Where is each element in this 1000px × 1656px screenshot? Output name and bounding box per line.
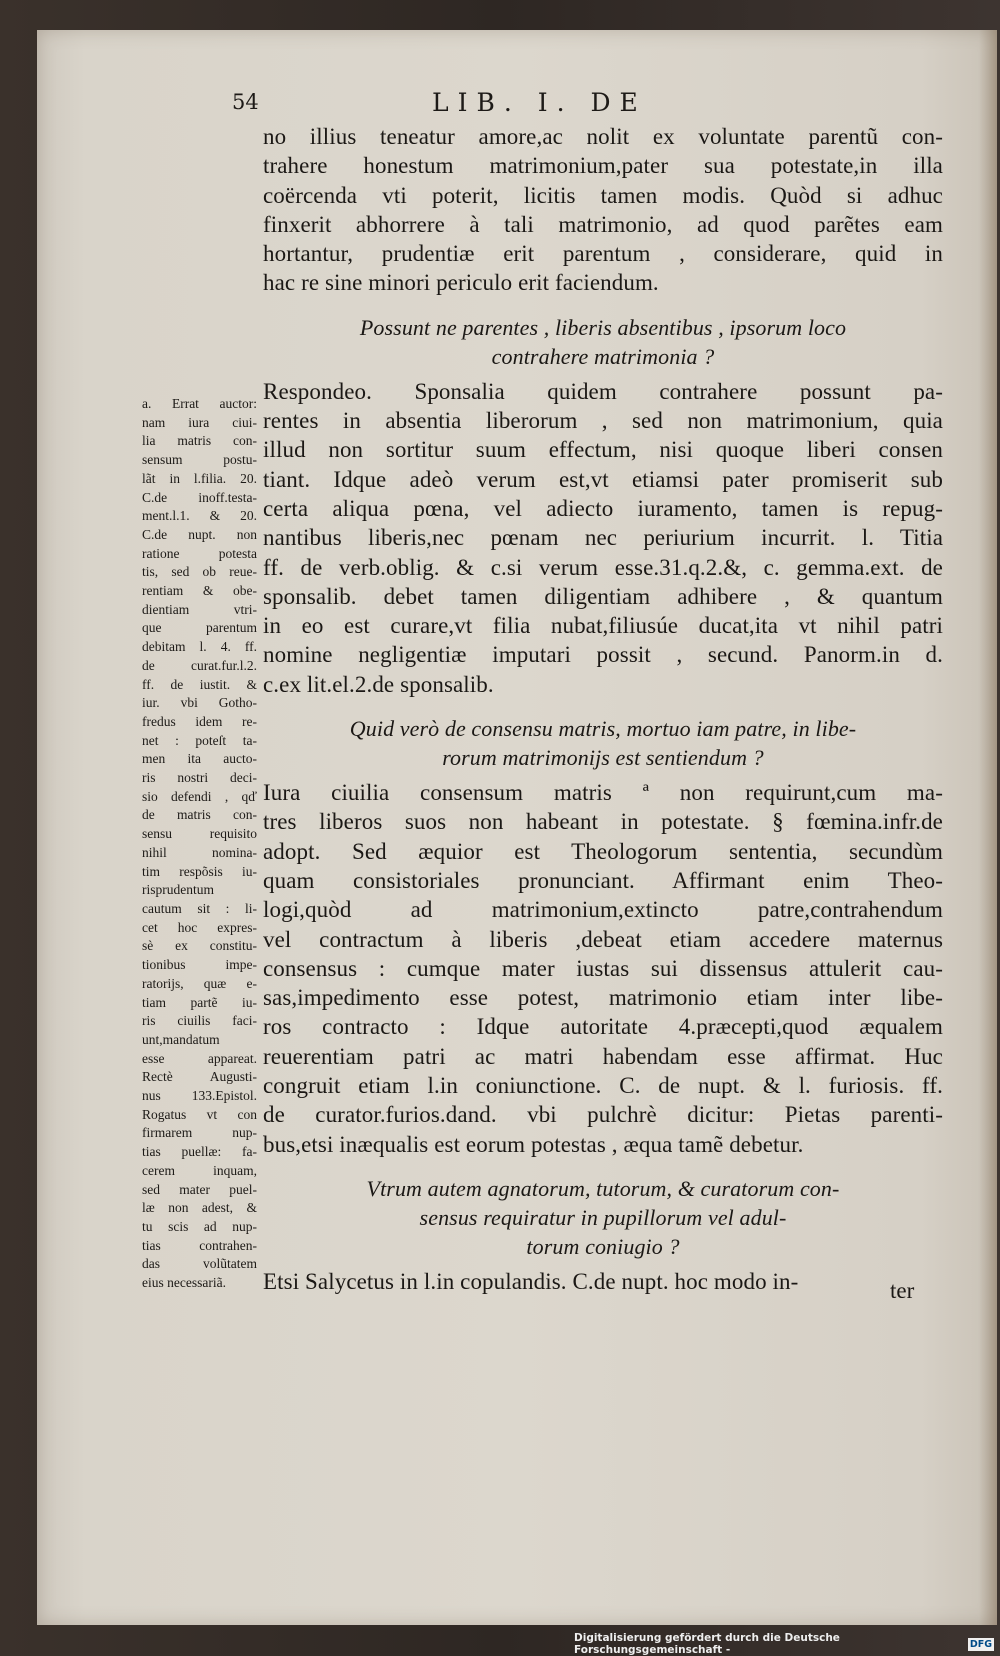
heading-line: Quid verò de consensu matris, mortuo iam patre, in libe- xyxy=(349,716,857,742)
margin-note-line: dientiam vtri- xyxy=(142,601,257,617)
margin-note-line: de matris con- xyxy=(142,807,257,823)
margin-note-line: lia matris con- xyxy=(142,433,257,449)
text-line: Iura ciuilia consensum matris ª non requirunt,cum ma- xyxy=(263,780,943,806)
heading-line: contrahere matrimonia ? xyxy=(491,343,715,369)
margin-note-line: C.de nupt. non xyxy=(142,526,257,542)
margin-note-line: ris nostri deci- xyxy=(142,770,257,786)
margin-note-line: tias puellæ: fa- xyxy=(142,1144,257,1160)
text-line: coërcenda vti poterit, licitis tamen modis. Quòd si adhuc xyxy=(263,182,943,208)
heading-line: torum coniugio ? xyxy=(526,1233,680,1259)
section-heading xyxy=(263,714,943,772)
text-line: ros contracto : Idque autoritate 4.præcepti,quod æqualem xyxy=(263,1014,943,1040)
margin-note-line: tim respõsis iu- xyxy=(142,863,257,879)
digitization-footer xyxy=(574,1634,994,1654)
running-title: LIB. I. DE xyxy=(432,88,647,117)
margin-note-line: ris ciuilis faci- xyxy=(142,1013,257,1029)
text-line: consensus : cumque mater iustas sui dissensus attulerit cau- xyxy=(263,955,943,981)
heading-line: Possunt ne parentes , liberis absentibus , ipsorum loco xyxy=(359,314,847,340)
heading-line: Vtrum autem agnatorum, tutorum, & curatorum con- xyxy=(366,1175,840,1201)
margin-note-line: C.de inoff.testa- xyxy=(142,489,257,505)
margin-note-line: nus 133.Epistol. xyxy=(142,1088,257,1104)
text-line: trahere honestum matrimonium,pater sua potestate,in illa xyxy=(263,153,943,179)
page-edge-shadow xyxy=(979,30,997,1625)
margin-note-line: esse appareat. xyxy=(142,1050,257,1066)
margin-note-line: ratione potesta xyxy=(142,545,257,561)
margin-note xyxy=(142,395,257,1293)
margin-note-line: sio defendi , qď xyxy=(142,788,257,804)
section-heading xyxy=(263,1174,943,1261)
text-line: sas,impedimento esse potest, matrimonio etiam inter libe- xyxy=(263,985,943,1011)
margin-note-line: rentiam & obe- xyxy=(142,583,257,599)
text-line: congruit etiam l.in coniunctione. C. de nupt. & l. furiosis. ff. xyxy=(263,1073,943,1099)
text-line: tiant. Idque adeò verum est,vt etiamsi pater promiserit sub xyxy=(263,466,943,492)
text-line: c.ex lit.el.2.de sponsalib. xyxy=(263,671,494,697)
heading-line: sensus requiratur in pupillorum vel adul- xyxy=(419,1204,787,1230)
page-header xyxy=(232,88,752,118)
text-line: logi,quòd ad matrimonium,extincto patre,contrahendum xyxy=(263,897,943,923)
margin-note-line: net : poteſt ta- xyxy=(142,732,257,748)
margin-note-line: Rectè Augusti- xyxy=(142,1069,257,1085)
text-line: hac re sine minori periculo erit faciendum. xyxy=(263,270,659,296)
margin-note-line: læ non adest, & xyxy=(142,1200,257,1216)
margin-note-line: ratorijs, quæ e- xyxy=(142,975,257,991)
section-heading xyxy=(263,313,943,371)
main-text-column xyxy=(263,122,943,1296)
text-line: bus,etsi inæqualis est eorum potestas , æqua tamẽ debetur. xyxy=(263,1131,804,1157)
footer-text: Digitalisierung gefördert durch die Deutsche Forschungsgemeinschaft - xyxy=(574,1632,840,1656)
margin-note-line: firmarem nup- xyxy=(142,1125,257,1141)
text-line: quam consistoriales pronunciant. Affirmant enim Theo- xyxy=(263,867,943,893)
margin-note-line: a. Errat auctor: xyxy=(142,396,257,411)
margin-note-line: que parentum xyxy=(142,620,257,636)
paragraph xyxy=(263,1267,943,1296)
text-line: hortantur, prudentiæ erit parentum , considerare, quid in xyxy=(263,241,943,267)
text-line: sponsalib. debet tamen diligentiam adhibere , & quantum xyxy=(263,583,943,609)
text-line: tres liberos suos non habeant in potestate. § fœmina.infr.de xyxy=(263,809,943,835)
margin-note-line: tias contrahen- xyxy=(142,1237,257,1253)
margin-note-line: sed mater puel- xyxy=(142,1181,257,1197)
text-line: finxerit abhorrere à tali matrimonio, ad quod parẽtes eam xyxy=(263,211,943,237)
margin-note-line: tiam partẽ iu- xyxy=(142,994,257,1010)
margin-note-line: cet hoc expres- xyxy=(142,919,257,935)
paragraph xyxy=(263,778,943,1159)
paragraph xyxy=(263,122,943,298)
page-number: 54 xyxy=(232,90,259,114)
text-line: illud non sortitur suum effectum, nisi quoque liberi consen xyxy=(263,437,943,463)
margin-note-line: lãt in l.filia. 20. xyxy=(142,470,257,486)
text-line: de curator.furios.dand. vbi pulchrè dicitur: Pietas parenti- xyxy=(263,1102,943,1128)
margin-note-line: cerem inquam, xyxy=(142,1162,257,1178)
margin-note-line: tionibus impe- xyxy=(142,957,257,973)
margin-note-line: fredus idem re- xyxy=(142,713,257,729)
margin-note-line: Rogatus vt con xyxy=(142,1106,257,1122)
margin-note-line: tu scis ad nup- xyxy=(142,1218,257,1234)
text-line: nomine negligentiæ imputari possit , secund. Panorm.in d. xyxy=(263,642,943,668)
margin-note-line: eius necessariã. xyxy=(142,1275,226,1291)
margin-note-line: sensum postu- xyxy=(142,452,257,468)
margin-note-line: tis, sed ob reue- xyxy=(142,564,257,580)
margin-note-line: nam iura ciui- xyxy=(142,414,257,430)
margin-note-line: risprudentum xyxy=(142,882,214,898)
margin-note-line: ff. de iustit. & xyxy=(142,676,257,692)
margin-note-line: sensu requisito xyxy=(142,826,257,842)
margin-note-line: de curat.fur.l.2. xyxy=(142,657,257,673)
paragraph xyxy=(263,377,943,699)
text-line: vel contractum à liberis ,debeat etiam accedere maternus xyxy=(263,926,943,952)
text-line: in eo est curare,vt filia nubat,filiusúe ducat,ita vt nihil patri xyxy=(263,613,943,639)
margin-note-line: unt,mandatum xyxy=(142,1031,220,1047)
margin-note-line: das volũtatem xyxy=(142,1256,257,1272)
text-line: rentes in absentia liberorum , sed non matrimonium, quia xyxy=(263,408,943,434)
heading-line: rorum matrimonijs est sentiendum ? xyxy=(442,745,764,771)
margin-note-line: debitam l. 4. ff. xyxy=(142,639,257,655)
margin-note-line: cautum sit : li- xyxy=(142,900,257,916)
margin-note-line: iur. vbi Gotho- xyxy=(142,695,257,711)
text-line: nantibus liberis,nec pœnam nec periurium incurrit. l. Titia xyxy=(263,525,943,551)
dfg-logo: DFG xyxy=(969,1638,992,1650)
text-line: ff. de verb.oblig. & c.si verum esse.31.q.2.&, c. gemma.ext. de xyxy=(263,554,943,580)
margin-note-line: sè ex constitu- xyxy=(142,938,257,954)
text-line: certa aliqua pœna, vel adiecto iuramento, tamen is repug- xyxy=(263,495,943,521)
text-line: adopt. Sed æquior est Theologorum sententia, secundùm xyxy=(263,838,943,864)
text-line: no illius teneatur amore,ac nolit ex voluntate parentũ con- xyxy=(263,124,943,149)
text-line: Respondeo. Sponsalia quidem contrahere possunt pa- xyxy=(263,378,943,404)
margin-note-line: nihil nomina- xyxy=(142,844,257,860)
catchword: ter xyxy=(890,1278,915,1303)
margin-note-line: men ita aucto- xyxy=(142,751,257,767)
text-line: reuerentiam patri ac matri habendam esse affirmat. Huc xyxy=(263,1043,943,1069)
margin-note-line: ment.l.1. & 20. xyxy=(142,508,257,524)
text-line: Etsi Salycetus in l.in copulandis. C.de nupt. hoc modo in- xyxy=(263,1268,799,1294)
